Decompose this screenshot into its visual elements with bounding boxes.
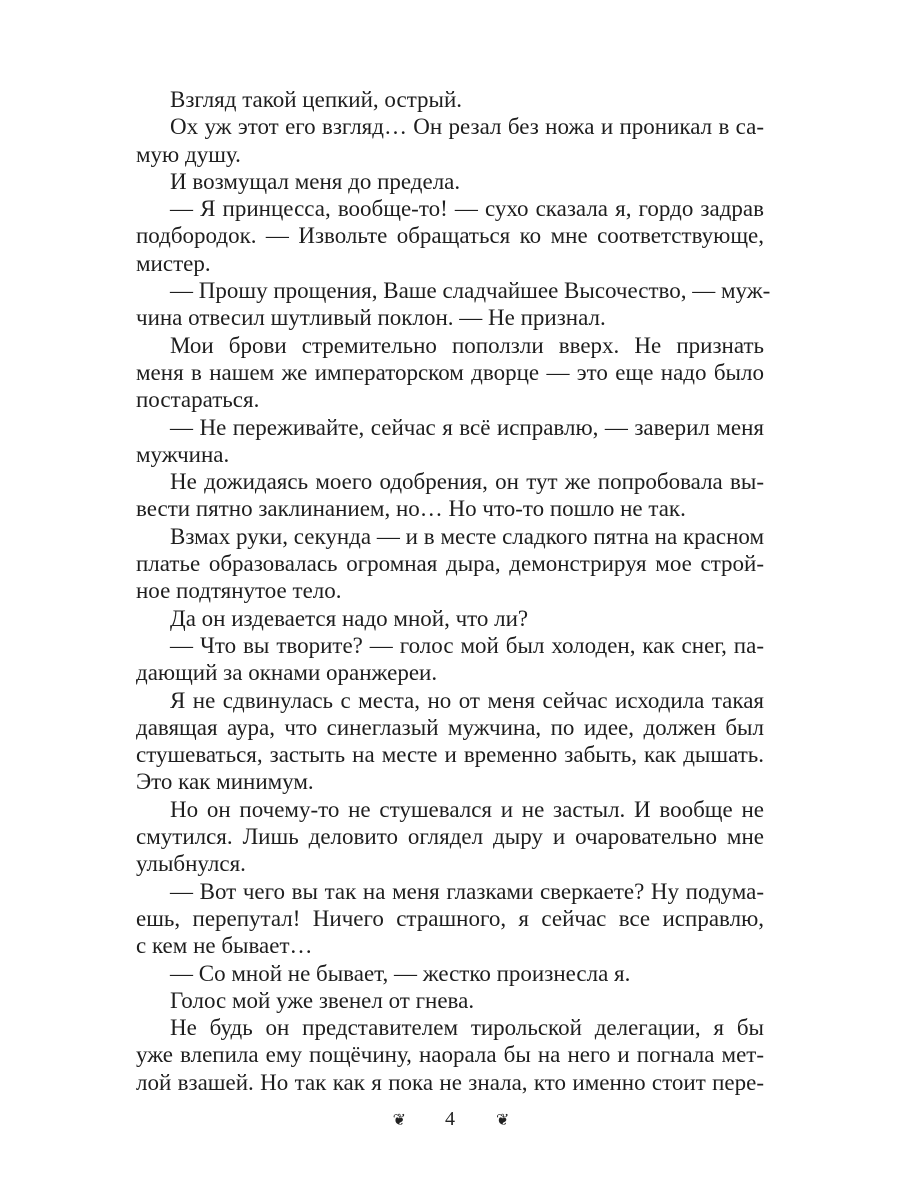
text-line: улыбнулся. <box>136 851 246 877</box>
text-line: давящая аура, что синеглазый мужчина, по идее, должен был <box>136 714 764 740</box>
text-line: смутился. Лишь деловито оглядел дыру и очаровательно мне <box>136 824 764 850</box>
paragraph <box>136 987 764 1014</box>
text-line: Ох уж этот его взгляд… Он резал без ножа и проникал в са- <box>170 114 764 140</box>
text-line: Не будь он представителем тирольской делегации, я бы <box>170 1015 764 1041</box>
text-line: Взмах руки, секунда — и в месте сладкого пятна на красном <box>170 523 764 549</box>
text-line: вести пятно заклинанием, но… Но что-то пошло не так. <box>136 496 686 522</box>
page-footer <box>0 1108 900 1131</box>
text-line: — Что вы творите? — голос мой был холоден, как снег, па- <box>170 632 764 658</box>
text-line: мужчина. <box>136 441 230 467</box>
paragraph <box>136 632 764 687</box>
text-line: платье образовалась огромная дыра, демонстрируя мое строй- <box>136 551 764 577</box>
paragraph <box>136 796 764 878</box>
text-line: дающий за окнами оранжереи. <box>136 660 438 686</box>
page-number: 4 <box>445 1108 455 1130</box>
paragraph <box>136 113 764 168</box>
text-line: Голос мой уже звенел от гнева. <box>170 987 475 1013</box>
text-line: мистер. <box>136 250 211 276</box>
paragraph <box>136 168 764 195</box>
text-line: — Я принцесса, вообще-то! — сухо сказала я, гордо задрав <box>170 196 764 222</box>
paragraph <box>136 1014 764 1096</box>
text-line: — Вот чего вы так на меня глазками сверкаете? Ну подума- <box>170 878 764 904</box>
text-line: чина отвесил шутливый поклон. — Не признал. <box>136 305 606 331</box>
page-body <box>136 86 771 1096</box>
paragraph <box>136 195 764 277</box>
text-line: Но он почему-то не стушевался и не застыл. И вообще не <box>170 796 764 822</box>
ornament-left-icon: ❦ <box>392 1112 404 1130</box>
paragraph <box>136 605 764 632</box>
text-line: стушеваться, застыть на месте и временно забыть, как дышать. <box>136 742 764 768</box>
paragraph <box>136 414 764 469</box>
text-line: Это как минимум. <box>136 769 314 795</box>
text-line: мую душу. <box>136 141 241 167</box>
paragraph <box>136 878 764 960</box>
text-line: Да он издевается надо мной, что ли? <box>170 605 529 631</box>
paragraph <box>136 960 764 987</box>
text-line: лой взашей. Но так как я пока не знала, кто именно стоит пере- <box>136 1069 764 1095</box>
text-line: И возмущал меня до предела. <box>170 168 461 194</box>
text-line: ное подтянутое тело. <box>136 578 342 604</box>
paragraph <box>136 523 764 605</box>
paragraph <box>136 277 771 332</box>
text-line: уже влепила ему пощёчину, наорала бы на него и погнала мет- <box>136 1042 764 1068</box>
text-line: Я не сдвинулась с места, но от меня сейчас исходила такая <box>170 687 764 713</box>
text-line: Не дожидаясь моего одобрения, он тут же попробовала вы- <box>170 469 764 495</box>
text-line: Взгляд такой цепкий, острый. <box>170 87 463 112</box>
paragraph <box>136 468 764 523</box>
text-line: постараться. <box>136 387 260 413</box>
paragraph <box>136 332 764 414</box>
text-line: ешь, перепутал! Ничего страшного, я сейчас все исправлю, <box>136 905 764 931</box>
paragraph <box>136 687 764 796</box>
ornament-right-icon: ❦ <box>496 1112 508 1130</box>
text-line: подбородок. — Извольте обращаться ко мне соответствующе, <box>136 223 764 249</box>
text-line: меня в нашем же императорском дворце — это еще надо было <box>136 359 764 385</box>
text-line: Мои брови стремительно поползли вверх. Не признать <box>170 332 764 358</box>
text-line: с кем не бывает… <box>136 933 313 959</box>
text-line: — Со мной не бывает, — жестко произнесла я. <box>170 960 631 986</box>
text-line: — Не переживайте, сейчас я всё исправлю, — заверил меня <box>170 414 764 440</box>
text-line: — Прошу прощения, Ваше сладчайшее Высочество, — муж- <box>170 278 771 304</box>
paragraph <box>136 86 764 113</box>
